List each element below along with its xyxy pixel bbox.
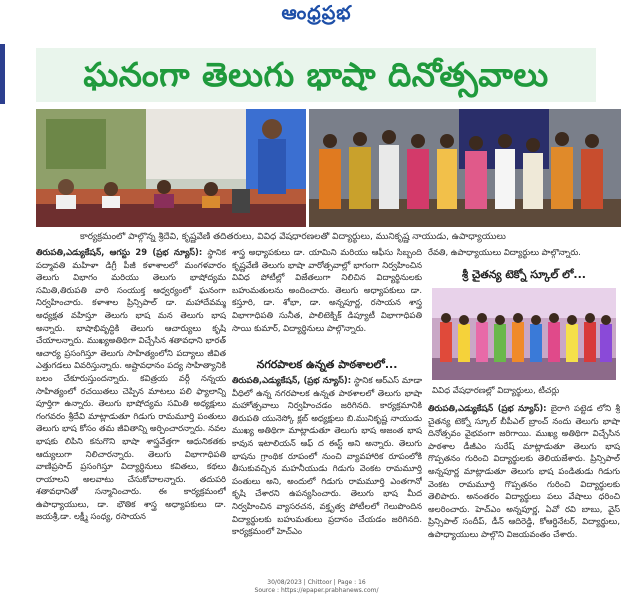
photo-caption-main: కార్యక్రమంలో పాల్గొన్న శ్రీదేవి, కృష్ణవేణి తదితరులు, వివిధ వేషధారణలతో విద్యార్థులు, మునికృష్ణ నాయుడు, ఉపాధ్యాయులు	[80, 232, 506, 242]
school-event-photo	[432, 288, 616, 380]
article-2-cont-body: రేవతి, ఉపాధ్యాయులు విద్యార్థులు పాల్గొన్నారు.	[428, 247, 581, 257]
article-2-continued	[428, 246, 620, 260]
headline: ఘనంగా తెలుగు భాషా దినోత్సవాలు	[83, 55, 549, 94]
footer-edition: 30/08/2023 | Chittoor | Page : 16	[267, 579, 366, 586]
article-1-column	[36, 246, 226, 576]
school-photo-image	[432, 288, 616, 380]
article-2-subhead: నగరపాలక ఉన్నత పాఠశాలలో...	[256, 358, 398, 371]
page-footer	[160, 579, 473, 595]
article-2-dateline: తిరుపతి,ఎడ్యుకేషన్, (ప్రభ న్యూస్):	[232, 375, 352, 385]
masthead	[0, 0, 633, 30]
footer-source: Source : https://epaper.prabhanews.com/	[254, 587, 379, 594]
article-1-continued	[232, 246, 422, 354]
newspaper-logo: ఆంధ్రప్రభ	[281, 2, 352, 24]
article-3-dateline: తిరుపతి,ఎడ్యుకేషన్ (ప్రభ న్యూస్):	[428, 403, 547, 413]
article-2-column	[232, 374, 422, 578]
article-3-photo-caption: వివిధ వేషధారణల్లో విద్యార్థులు, టీచర్లు	[432, 386, 560, 396]
article-1-cont-body: శాస్త్ర అధ్యాపకులు డా. యామిని మరియు ఆఫీసు సిబ్బంది కృష్ణవేణి తెలుగు భాషా వారోత్సవాల్లో భాగంగా నిర్వహించిన వివిధ పోటీల్లో విజేతలుగా నిలిచిన విద్యార్థినులకు బహుమతులను అందించారు. తెలుగు అధ్యాపకులు డా. కస్తూరి, డా. శోభా, డా. అన్నపూర్ణ, రసాయన శాస్త్ర విభాగాధిపతి సునీత, పాలిటెక్నిక్ డిప్యూటీ విభాగాధిపతి సాయి కుమార్, విద్యార్థినులు పాల్గొన్నారు.	[232, 247, 422, 333]
article-1-dateline: తిరుపతి,ఎడ్యుకేషన్, ఆగస్టు 29 (ప్రభ న్యూస్):	[36, 247, 203, 257]
headline-banner	[36, 48, 596, 102]
article-3-column	[428, 402, 620, 578]
event-photo-group	[309, 109, 621, 227]
article-3-body: బైరాగి పట్టెడ లోని శ్రీ చైతన్య టెక్నో స్కూల్ బీపీఎల్ బ్రాంచ్ నందు తెలుగు భాషా దినోత్సవం వైభవంగా జరిగాయి. ముఖ్య అతిథిగా విచ్చేసిన పాఠశాల డీజీఎం సురేష్ మాట్లాడుతూ తెలుగు భాష గొప్పతనం గురించి విద్యార్థులకు తెలియజేశారు. ప్రిన్సిపాల్ అన్నపూర్ణ మాట్లాడుతూ తెలుగు భాష పండితుడు గిడుగు వెంకట రామమూర్తి గొప్పతనం గురించి విద్యార్థులకు తెలిపారు. అనంతరం విద్యార్థులు పలు వేషాలు ధరించి అలరించారు. హెచ్ఎం అన్నపూర్ణ, ఏవో రవి బాబు, వైస్ ప్రిన్సిపాల్ సందీప్, డీన్ ఆదిరెడ్డి, కోఆర్డినేటర్, విద్యార్థులు, ఉపాధ్యాయులు పాల్గొని విజయవంతం చేశారు.	[428, 403, 620, 539]
left-accent-bar	[0, 44, 5, 104]
article-1-body: స్థానిక పద్మావతి మహిళా డిగ్రీ పీజీ కళాశాలలో మంగళవారం తెలుగు విభాగం మరియు తెలుగు భాషోద్యమ సమితి,తిరుపతి వారి సంయుక్త ఆధ్వర్యంలో ఘనంగా నిర్వహించారు. కళాశాల ప్రిన్సిపాల్ డా. మహాదేవమ్మ అధ్యక్షత వహిస్తూ తెలుగు భాష మన తెలుగు భాష అన్నారు. భాషాభివృద్ధికి తెలుగు ఆచార్యులు కృషి చేయాలన్నారు. ముఖ్యఅతిథిగా విచ్చేసిన శతావధాని భారత్ ఆచార్య ప్రసంగిస్తూ తెలుగు సాహిత్యంలోని పద్యాలు జీవిత ఎత్తుగడలు వివరిస్తున్నారు. అష్టావధానం పద్య సాహిత్యానికి బలం చేకూరుస్తుందన్నారు. కవిత్రయ వర్గీ నన్నయ సాహిత్యంలో రచయితలు చెప్పిన మాటలు పలి ఫ్యాలాన్ని పూర్తిగా ఉన్నారు. తెలుగు భాషోద్యమ సమితి అధ్యక్షులు గంగవరం శ్రీదేవి మాట్లాడుతూ గిడుగు రామమూర్తి పంతులు తెలుగు భాష కోసం తమ జీవితాన్ని అర్పించారన్నారు. నవల భాషకు లిపిని కనుగొని భాషా శాస్త్రవేత్తగా ఆధునికతకు ఆద్యులుగా నిలిచారన్నారు. తెలుగు విభాగాధిపతి వాణిప్రసాద్ ప్రసంగిస్తూ విద్యార్థినులు కవితలు, కథలు రాయాలని అలవాటు చేసుకోవాలన్నారు. తదుపరి శతావధానితో సన్మానించారు. ఈ కార్యక్రమంలో ఉపాధ్యాయులు, డా. భౌతిక శాస్త్ర అధ్యాపకులు డా. జయశ్రీ,డా. లక్ష్మీ సంధ్య, రసాయన	[36, 247, 226, 522]
event-photo-stage	[36, 109, 306, 227]
group-photo-image	[309, 109, 621, 227]
article-2-body: స్థానిక ఆర్ఎస్ మాడా వీధిలో ఉన్న నగరపాలక ఉన్నత పాఠశాలలో తెలుగు భాషా మహోత్సవాలు నిర్వహించడం జరిగినది. కార్యక్రమానికి తిరుపతి యునెస్కో క్లబ్ అధ్యక్షులు బి.మునికృష్ణ నాయుడు ముఖ్య అతిథిగా మాట్లాడుతూ తెలుగు భాష అజంత భాష కావున ఇటాలియన్ ఆఫ్ ద ఈస్ట్ అని అన్నారు. తెలుగు భాషను గ్రాంథిక రూపంలో నుంచి వ్యావహారిక రూపంలోకి తీసుకువచ్చిన మహనీయుడు గిడుగు వెంకట రామమూర్తి పంతులు అని, అందులో గిడుగు రామమూర్తి ఎంతగానో కృషి చేశారని ఉపన్యసించారు. తెలుగు భాష మీద నిర్వహించిన వ్యాసరచన, వక్తృత్వ పోటీలలో గెలుపొందిన విద్యార్థులకు బహుమతులు ప్రదానం చేయడం జరిగినది. కార్యక్రమంలో హెచ్ఎం	[232, 375, 422, 537]
stage-photo-image	[36, 109, 306, 227]
article-3-subhead: శ్రీ చైతన్య టెక్నో స్కూల్ లో...	[462, 268, 586, 281]
